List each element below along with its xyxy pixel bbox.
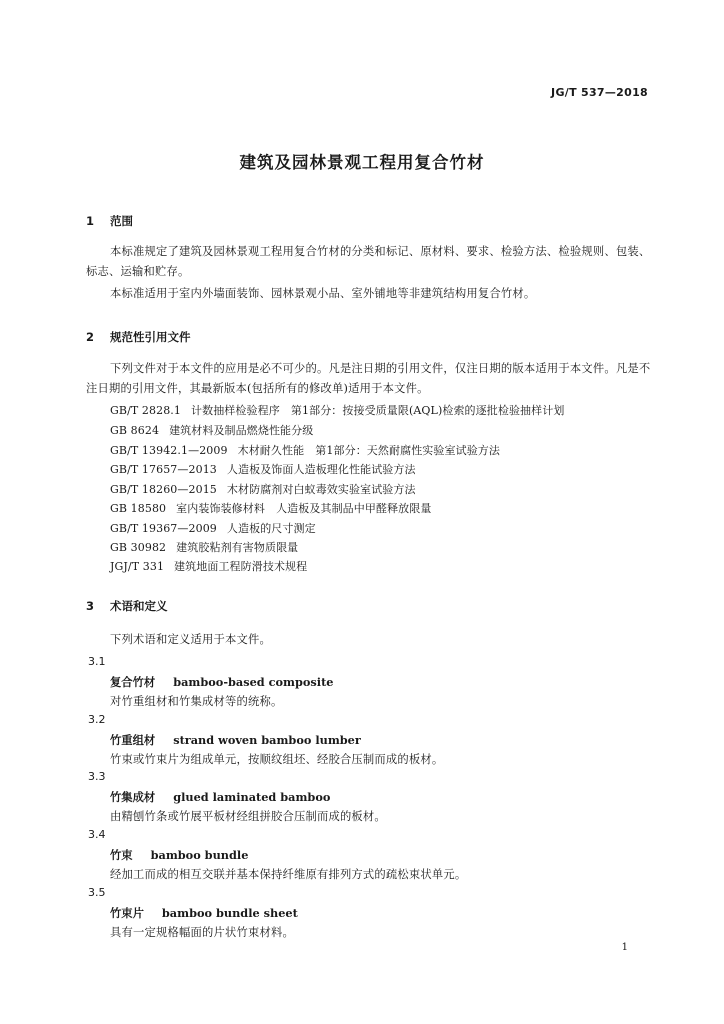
reference-code: GB 8624 bbox=[110, 424, 160, 437]
term-en: strand woven bamboo lumber bbox=[173, 733, 361, 747]
term-zh: 竹重组材 bbox=[110, 733, 156, 747]
term-zh: 竹集成材 bbox=[110, 790, 156, 804]
reference-code: GB/T 2828.1 bbox=[110, 404, 181, 417]
term-definition: 经加工而成的相互交联并基本保持纤维原有排列方式的疏松束状单元。 bbox=[110, 868, 467, 881]
term-heading bbox=[110, 847, 248, 863]
term-definition: 对竹重组材和竹集成材等的统称。 bbox=[110, 695, 283, 708]
reference-code: GB/T 19367—2009 bbox=[110, 522, 217, 535]
reference-title: 建筑材料及制品燃烧性能分级 bbox=[169, 424, 314, 437]
section-title: 范围 bbox=[110, 214, 134, 228]
reference-code: GB/T 17657—2013 bbox=[110, 463, 217, 476]
reference-title: 建筑胶粘剂有害物质限量 bbox=[176, 541, 299, 554]
section-3-heading bbox=[86, 598, 168, 614]
term-heading bbox=[110, 905, 298, 921]
term-heading bbox=[110, 732, 361, 748]
term-number: 3.4 bbox=[88, 828, 106, 841]
reference-code: GB/T 13942.1—2009 bbox=[110, 444, 228, 457]
reference-code: GB 30982 bbox=[110, 541, 167, 554]
document-title: 建筑及园林景观工程用复合竹材 bbox=[239, 153, 485, 172]
term-heading bbox=[110, 674, 334, 690]
reference-code: GB/T 18260—2015 bbox=[110, 483, 217, 496]
term-zh: 竹束 bbox=[110, 848, 133, 862]
scope-paragraph-2: 本标准适用于室内外墙面装饰、园林景观小品、室外铺地等非建筑结构用复合竹材。 bbox=[110, 287, 536, 300]
page-number: 1 bbox=[621, 942, 628, 953]
term-number: 3.1 bbox=[88, 655, 106, 668]
reference-item bbox=[110, 539, 298, 555]
term-number: 3.3 bbox=[88, 770, 106, 783]
reference-item bbox=[110, 481, 416, 497]
reference-code: GB 18580 bbox=[110, 502, 167, 515]
section-number: 2 bbox=[86, 330, 95, 344]
section-1-heading bbox=[86, 213, 133, 229]
reference-title: 木材防腐剂对白蚁毒效实验室试验方法 bbox=[226, 483, 416, 496]
section-title: 术语和定义 bbox=[110, 599, 168, 613]
term-en: glued laminated bamboo bbox=[173, 790, 331, 804]
term-zh: 竹束片 bbox=[110, 906, 144, 920]
section-2-heading bbox=[86, 329, 191, 345]
term-definition: 竹束或竹束片为组成单元，按顺纹组坯、经胶合压制而成的板材。 bbox=[110, 753, 444, 766]
standard-number: JG/T 537—2018 bbox=[551, 86, 648, 99]
term-zh: 复合竹材 bbox=[110, 675, 156, 689]
reference-title: 建筑地面工程防滑技术规程 bbox=[174, 560, 308, 573]
reference-title: 人造板的尺寸测定 bbox=[226, 522, 316, 535]
reference-item bbox=[110, 422, 313, 438]
reference-item bbox=[110, 402, 564, 418]
reference-item bbox=[110, 461, 416, 477]
term-heading bbox=[110, 789, 330, 805]
term-en: bamboo bundle bbox=[150, 848, 249, 862]
reference-item bbox=[110, 442, 500, 458]
section-number: 3 bbox=[86, 599, 95, 613]
term-number: 3.5 bbox=[88, 886, 106, 899]
scope-paragraph-1: 本标准规定了建筑及园林景观工程用复合竹材的分类和标记、原材料、要求、检验方法、检验规则、包装、标志、运输和贮存。 bbox=[86, 245, 651, 278]
section-number: 1 bbox=[86, 214, 95, 228]
references-intro: 下列文件对于本文件的应用是必不可少的。凡是注日期的引用文件，仅注日期的版本适用于本文件。凡是不注日期的引用文件，其最新版本(包括所有的修改单)适用于本文件。 bbox=[86, 362, 651, 395]
reference-title: 计数抽样检验程序 第1部分：按接受质量限(AQL)检索的逐批检验抽样计划 bbox=[191, 404, 565, 417]
section-title: 规范性引用文件 bbox=[110, 330, 191, 344]
reference-item bbox=[110, 558, 307, 574]
reference-item bbox=[110, 500, 431, 516]
term-number: 3.2 bbox=[88, 713, 106, 726]
term-en: bamboo bundle sheet bbox=[161, 906, 298, 920]
reference-item bbox=[110, 520, 316, 536]
terms-intro: 下列术语和定义适用于本文件。 bbox=[110, 633, 271, 646]
term-en: bamboo-based composite bbox=[173, 675, 334, 689]
term-definition: 具有一定规格幅面的片状竹束材料。 bbox=[110, 926, 294, 939]
term-definition: 由精刨竹条或竹展平板材经组拼胶合压制而成的板材。 bbox=[110, 810, 386, 823]
reference-title: 人造板及饰面人造板理化性能试验方法 bbox=[226, 463, 416, 476]
reference-title: 室内装饰装修材料 人造板及其制品中甲醛释放限量 bbox=[176, 502, 432, 515]
reference-code: JGJ/T 331 bbox=[110, 560, 165, 573]
reference-title: 木材耐久性能 第1部分：天然耐腐性实验室试验方法 bbox=[237, 444, 500, 457]
